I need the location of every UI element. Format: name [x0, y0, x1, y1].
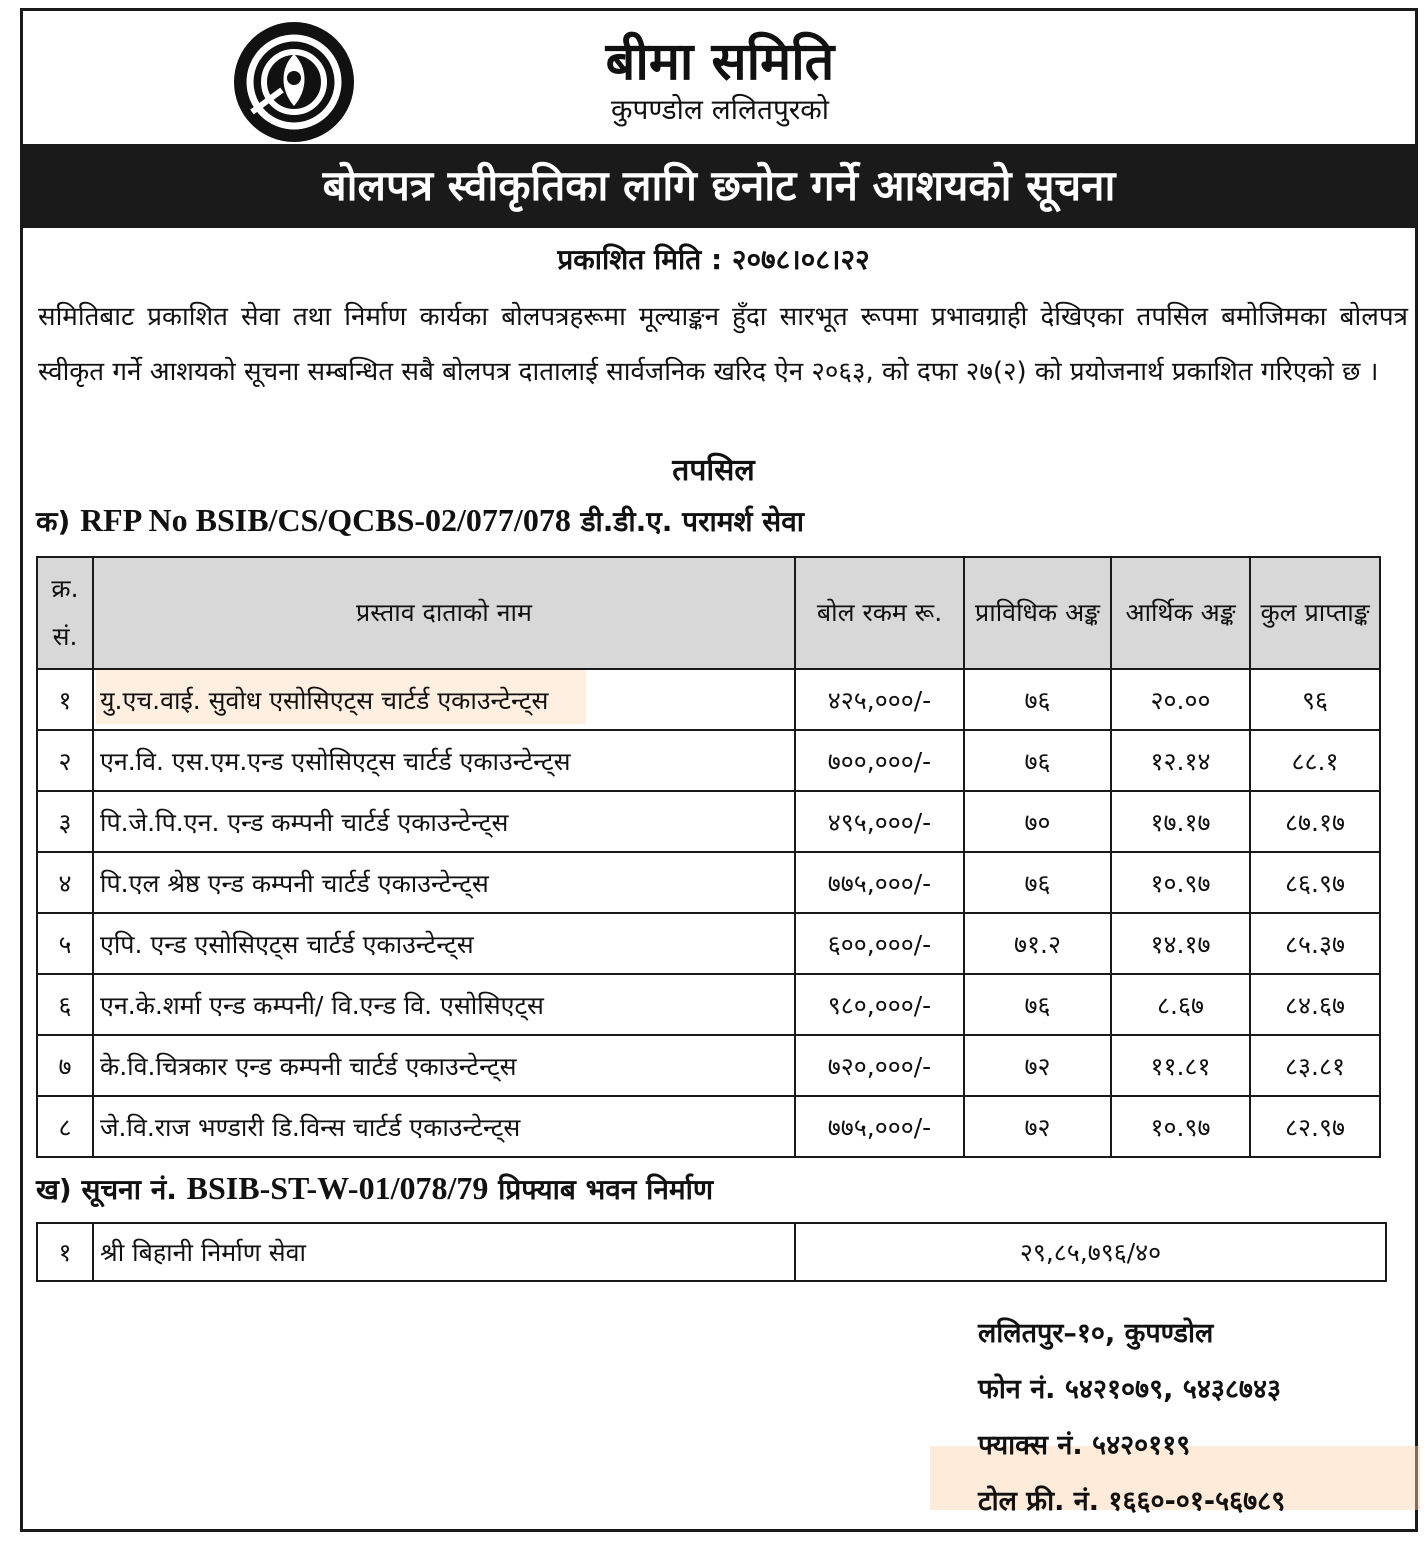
cell-financial: २०.००	[1111, 669, 1250, 730]
contact-phone: फोन नं. ५४२१०७९, ५४३८७४३	[978, 1374, 1282, 1405]
table-row	[37, 791, 1380, 852]
table-row	[37, 974, 1380, 1035]
col-header-amount: बोल रकम रू.	[795, 557, 964, 669]
section-a-heading	[36, 502, 804, 540]
contact-block	[978, 1306, 1285, 1530]
cell-name: एन.वि. एस.एम.एन्ड एसोसिएट्स चार्टर्ड एकाउन्टेन्ट्स	[93, 730, 795, 791]
cell-sn: ४	[37, 852, 93, 913]
cell-amount: ६००,०००/-	[795, 913, 964, 974]
cell-name: पि.एल श्रेष्ठ एन्ड कम्पनी चार्टर्ड एकाउन्टेन्ट्स	[93, 852, 795, 913]
cell-amount: ४९५,०००/-	[795, 791, 964, 852]
col-header-name: प्रस्ताव दाताको नाम	[93, 557, 795, 669]
cell-technical: ७६	[964, 852, 1111, 913]
cell-amount: ७००,०००/-	[795, 730, 964, 791]
cell-technical: ७६	[964, 974, 1111, 1035]
cell-financial: ८.६७	[1111, 974, 1250, 1035]
cell-sn: १	[37, 1223, 93, 1281]
cell-financial: १४.१७	[1111, 913, 1250, 974]
cell-name: एपि. एन्ड एसोसिएट्स चार्टर्ड एकाउन्टेन्ट्स	[93, 913, 795, 974]
cell-total: ९६	[1250, 669, 1380, 730]
notice-title-banner: बोलपत्र स्वीकृतिका लागि छनोट गर्ने आशयको सूचना	[20, 144, 1418, 228]
cell-total: ८७.१७	[1250, 791, 1380, 852]
table-row	[37, 1035, 1380, 1096]
cell-financial: १७.१७	[1111, 791, 1250, 852]
cell-sn: ७	[37, 1035, 93, 1096]
cell-name: के.वि.चित्रकार एन्ड कम्पनी चार्टर्ड एकाउन्टेन्ट्स	[93, 1035, 795, 1096]
cell-sn: २	[37, 730, 93, 791]
cell-amount: २९,८५,७९६/४०	[795, 1223, 1386, 1281]
cell-financial: १०.९७	[1111, 852, 1250, 913]
table-row	[37, 1223, 1386, 1281]
cell-sn: ८	[37, 1096, 93, 1157]
cell-total: ८५.३७	[1250, 913, 1380, 974]
cell-technical: ७२	[964, 1035, 1111, 1096]
cell-financial: ११.८१	[1111, 1035, 1250, 1096]
organization-location: कुपण्डोल ललितपुरको	[610, 93, 830, 126]
section-a-prefix: क)	[36, 505, 71, 538]
bid-evaluation-table	[36, 556, 1381, 1158]
cell-sn: ३	[37, 791, 93, 852]
intro-paragraph: समितिबाट प्रकाशित सेवा तथा निर्माण कार्यका बोलपत्रहरूमा मूल्याङ्कन हुँदा सारभूत रूपमा प्रभावग्राही देखिएका तपसिल बमोजिमका बोलपत्र स्वीकृत गर्ने आशयको सूचना सम्बन्धित सबै बोलपत्र दातालाई सार्वजनिक खरिद ऐन २०६३, को दफा २७(२) को प्रयोजनार्थ प्रकाशित गरिएको छ ।	[38, 302, 1408, 387]
cell-name: श्री बिहानी निर्माण सेवा	[93, 1223, 795, 1281]
col-header-technical: प्राविधिक अङ्क	[964, 557, 1111, 669]
cell-sn: १	[37, 669, 93, 730]
cell-total: ८८.१	[1250, 730, 1380, 791]
cell-amount: ७७५,०००/-	[795, 852, 964, 913]
contact-toll-free: टोल फ्री. नं. १६६०-०१-५६७८९	[978, 1486, 1286, 1517]
col-header-financial: आर्थिक अङ्क	[1111, 557, 1250, 669]
table-row	[37, 1096, 1380, 1157]
col-header-sn: क्र. सं.	[37, 557, 93, 669]
rfp-number: RFP No BSIB/CS/QCBS-02/077/078	[80, 502, 571, 538]
section-b-heading	[36, 1170, 713, 1208]
table-row	[37, 913, 1380, 974]
cell-name: जे.वि.राज भण्डारी डि.विन्स चार्टर्ड एकाउन्टेन्ट्स	[93, 1096, 795, 1157]
section-b-notice-label: सूचना नं.	[81, 1173, 177, 1206]
cell-total: ८३.८१	[1250, 1035, 1380, 1096]
cell-financial: १२.१४	[1111, 730, 1250, 791]
cell-technical: ७१.२	[964, 913, 1111, 974]
section-a-title: डी.डी.ए. परामर्श सेवा	[580, 505, 805, 538]
organization-name: बीमा समिति	[605, 32, 835, 92]
cell-technical: ७६	[964, 730, 1111, 791]
col-header-total: कुल प्राप्ताङ्क	[1250, 557, 1380, 669]
cell-amount: ९८०,०००/-	[795, 974, 964, 1035]
cell-financial: १०.९७	[1111, 1096, 1250, 1157]
cell-total: ८२.९७	[1250, 1096, 1380, 1157]
cell-amount: ७७५,०००/-	[795, 1096, 964, 1157]
award-table	[36, 1222, 1387, 1282]
table-row	[37, 669, 1380, 730]
details-heading: तपसिल	[672, 453, 755, 488]
cell-total: ८६.९७	[1250, 852, 1380, 913]
section-b-prefix: ख)	[36, 1173, 72, 1206]
cell-sn: ५	[37, 913, 93, 974]
contact-fax: फ्याक्स नं. ५४२०११९	[978, 1430, 1191, 1461]
cell-total: ८४.६७	[1250, 974, 1380, 1035]
published-date: प्रकाशित मिति : २०७८।०८।२२	[557, 243, 870, 276]
insurance-board-emblem-icon	[232, 20, 356, 144]
section-b-title: प्रिफ्याब भवन निर्माण	[498, 1173, 714, 1206]
cell-name: एन.के.शर्मा एन्ड कम्पनी/ वि.एन्ड वि. एसोसिएट्स	[93, 974, 795, 1035]
section-b-notice-number: BSIB-ST-W-01/078/79	[186, 1170, 489, 1206]
cell-sn: ६	[37, 974, 93, 1035]
table-row	[37, 730, 1380, 791]
table-row	[37, 852, 1380, 913]
cell-amount: ४२५,०००/-	[795, 669, 964, 730]
cell-name: यु.एच.वाई. सुवोध एसोसिएट्स चार्टर्ड एकाउन्टेन्ट्स	[93, 669, 795, 730]
cell-name: पि.जे.पि.एन. एन्ड कम्पनी चार्टर्ड एकाउन्टेन्ट्स	[93, 791, 795, 852]
cell-technical: ७०	[964, 791, 1111, 852]
cell-amount: ७२०,०००/-	[795, 1035, 964, 1096]
table-header-row	[37, 557, 1380, 669]
cell-technical: ७२	[964, 1096, 1111, 1157]
cell-technical: ७६	[964, 669, 1111, 730]
contact-address: ललितपुर–१०, कुपण्डोल	[978, 1318, 1214, 1349]
